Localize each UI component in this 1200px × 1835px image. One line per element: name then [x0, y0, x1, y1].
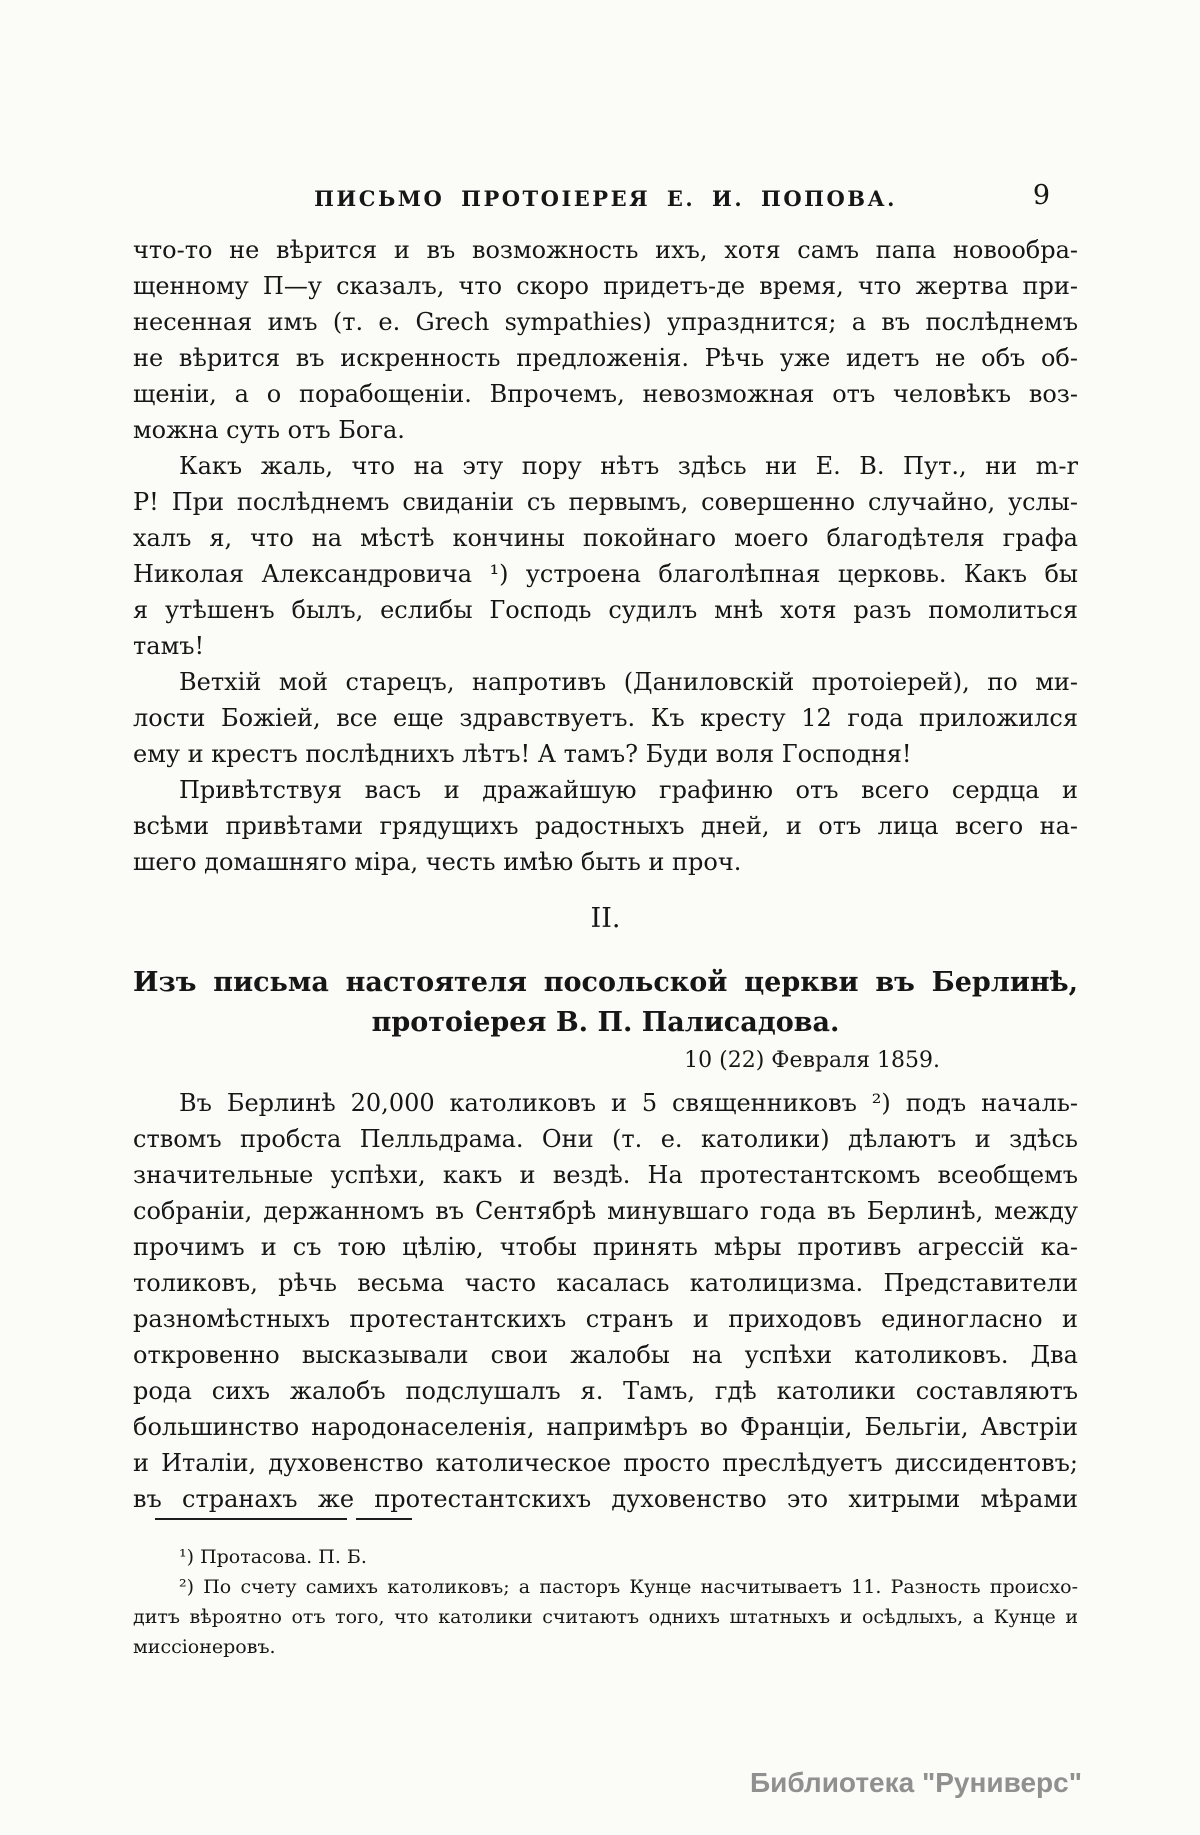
text-line: ствомъ пробста Пелльдрама. Они (т. е. католики) дѣлаютъ и здѣсь	[133, 1125, 1078, 1153]
paragraph	[133, 772, 1078, 880]
text-line: несенная имъ (т. е. Grech sympathies) упразднится; а въ послѣднемъ	[133, 308, 1078, 336]
text-line: Ветхій мой старецъ, напротивъ (Даниловскій протоіерей), по ми-	[179, 668, 1078, 696]
footnote-divider-segment	[155, 1518, 347, 1520]
text-line: прочимъ и съ тою цѣлію, чтобы принять мѣры противъ агрессій ка-	[133, 1233, 1078, 1261]
footnote-divider	[155, 1518, 415, 1521]
footnotes	[133, 1542, 1078, 1662]
text-line: разномѣстныхъ протестантскихъ странъ и приходовъ единогласно и	[133, 1305, 1078, 1333]
library-watermark: Библиотека "Руниверс"	[749, 1767, 1082, 1798]
text-line: не вѣрится въ искренность предложенія. Рѣчь уже идетъ не объ об-	[133, 344, 1078, 372]
section-title-line-2: протоіерея В. П. Палисадова.	[371, 1007, 840, 1038]
text-line: шего домашняго міра, честь имѣю быть и проч.	[133, 848, 742, 876]
text-line: дитъ вѣроятно отъ того, что католики считаютъ однихъ штатныхъ и осѣдлыхъ, а Кунце и	[133, 1606, 1078, 1628]
text-line: тамъ!	[133, 632, 205, 660]
text-line: рода сихъ жалобъ подслушалъ я. Тамъ, гдѣ католики составляютъ	[133, 1377, 1078, 1405]
text-line: Р! При послѣднемъ свиданіи съ первымъ, совершенно случайно, услы-	[133, 488, 1078, 516]
text-line: халъ я, что на мѣстѣ кончины покойнаго моего благодѣтеля графа	[133, 524, 1078, 552]
letter-2-body	[133, 1085, 1078, 1517]
text-line: щеніи, а о порабощеніи. Впрочемъ, невозможная отъ человѣкъ воз-	[133, 380, 1078, 408]
text-line: щенному П—у сказалъ, что скоро придетъ-де время, что жертва при-	[133, 272, 1078, 300]
text-line: въ странахъ же протестантскихъ духовенство это хитрыми мѣрами	[133, 1485, 1078, 1513]
paragraph	[133, 1542, 1078, 1572]
text-line: значительные успѣхи, какъ и вездѣ. На протестантскомъ всеобщемъ	[133, 1161, 1078, 1189]
paragraph	[133, 664, 1078, 772]
text-line: откровенно высказывали свои жалобы на успѣхи католиковъ. Два	[133, 1341, 1078, 1369]
text-line: всѣми привѣтами грядущихъ радостныхъ дней, и отъ лица всего на-	[133, 812, 1078, 840]
paragraph	[133, 448, 1078, 664]
text-line: толиковъ, рѣчь весьма часто касалась католицизма. Представители	[133, 1269, 1078, 1297]
text-line: ему и крестъ послѣднихъ лѣтъ! А тамъ? Буди воля Господня!	[133, 740, 912, 768]
text-line: миссіонеровъ.	[133, 1636, 276, 1658]
text-line: лости Божіей, все еще здравствуетъ. Къ кресту 12 года приложился	[133, 704, 1078, 732]
text-line: Какъ жаль, что на эту пору нѣтъ здѣсь ни Е. В. Пут., ни m-r	[179, 452, 1078, 480]
letter-1-body	[133, 232, 1078, 880]
paragraph	[133, 1572, 1078, 1662]
text-line: Въ Берлинѣ 20,000 католиковъ и 5 священниковъ ²) подъ началь-	[179, 1089, 1078, 1117]
text-line: можна суть отъ Бога.	[133, 416, 405, 444]
text-line: я утѣшенъ былъ, еслибы Господь судилъ мнѣ хотя разъ помолиться	[133, 596, 1078, 624]
section-title-line-1: Изъ письма настоятеля посольской церкви въ Берлинѣ,	[133, 967, 1078, 998]
text-line: Привѣтствуя васъ и дражайшую графиню отъ всего сердца и	[179, 776, 1078, 804]
text-line: большинство народонаселенія, напримѣръ во Франціи, Бельгіи, Австріи	[133, 1413, 1078, 1441]
text-line: собраніи, держанномъ въ Сентябрѣ минувшаго года въ Берлинѣ, между	[133, 1197, 1078, 1225]
page-number: 9	[1032, 180, 1050, 211]
text-line: ¹) Протасова. П. Б.	[179, 1546, 367, 1568]
letter-date: 10 (22) Февраля 1859.	[684, 1048, 940, 1073]
text-line: Николая Александровича ¹) устроена благолѣпная церковь. Какъ бы	[133, 560, 1078, 588]
paragraph	[133, 232, 1078, 448]
section-numeral: II.	[590, 903, 621, 934]
text-line: ²) По счету самихъ католиковъ; а пасторъ Кунце насчитываетъ 11. Разность происхо-	[179, 1576, 1078, 1598]
section-title	[133, 963, 1078, 1043]
footnote-divider-segment	[356, 1518, 412, 1520]
paragraph	[133, 1085, 1078, 1517]
text-line: что-то не вѣрится и въ возможность ихъ, хотя самъ папа новообра-	[133, 236, 1078, 264]
text-line: и Италіи, духовенство католическое просто преслѣдуетъ диссидентовъ;	[133, 1449, 1078, 1477]
running-header: ПИСЬМО ПРОТОІЕРЕЯ Е. И. ПОПОВА.	[314, 186, 897, 211]
